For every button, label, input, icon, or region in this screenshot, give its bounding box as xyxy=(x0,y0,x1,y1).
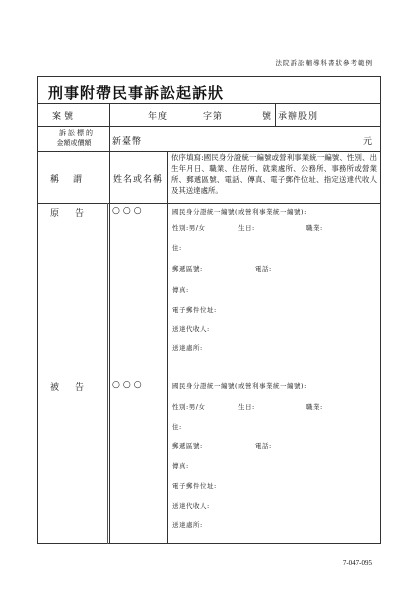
rule-label-col xyxy=(109,103,110,544)
case-hao: 號 xyxy=(262,112,273,122)
case-label: 案號 xyxy=(52,112,77,122)
party-instruction: 依序填寫:國民身分證統一編號或營利事業統一編號、性別、出生年月日、職業、住居所、就業處所、公務所、事務所或營業所、郵遞區號、電話、傳真、電子郵件位址、指定送達代收人及其送達處所。 xyxy=(171,153,377,195)
rule-case-unit xyxy=(275,103,276,126)
plaintiff-email: 電子郵件位址: xyxy=(172,306,217,314)
plaintiff-id-line: 國民身分證統一編號(或營利事業統一編號): xyxy=(172,208,307,216)
plaintiff-gender: 性別:男/女 xyxy=(172,224,206,232)
defendant-postal: 郵遞區號: xyxy=(172,442,203,450)
party-role-label: 稱謂 xyxy=(50,175,97,185)
defendant-birthday: 生日: xyxy=(238,403,255,411)
party-name-label: 姓名或名稱 xyxy=(113,175,164,185)
plaintiff-phone: 電話: xyxy=(255,265,272,273)
defendant-phone: 電話: xyxy=(255,442,272,450)
case-zi: 字第 xyxy=(203,112,224,122)
defendant-occupation: 職業: xyxy=(306,403,323,411)
plaintiff-service: 送達處所: xyxy=(172,344,203,352)
defendant-service: 送達處所: xyxy=(172,521,203,529)
case-unit-label: 承辦股別 xyxy=(278,112,319,122)
defendant-email: 電子郵件位址: xyxy=(172,482,217,490)
defendant-name: ○○○ xyxy=(112,380,145,390)
plaintiff-fax: 傳真: xyxy=(172,286,189,294)
plaintiff-role: 原告 xyxy=(50,209,101,219)
plaintiff-postal: 郵遞區號: xyxy=(172,265,203,273)
plaintiff-address: 住: xyxy=(172,244,182,252)
amount-unit: 元 xyxy=(363,137,374,147)
plaintiff-name: ○○○ xyxy=(112,206,145,216)
footer-code: 7-047-095 xyxy=(342,559,372,567)
plaintiff-birthday: 生日: xyxy=(238,224,255,232)
plaintiff-agent: 送達代收人: xyxy=(172,325,210,333)
plaintiff-occupation: 職業: xyxy=(306,224,323,232)
defendant-gender: 性別:男/女 xyxy=(172,403,206,411)
amount-label-line2: 金額或價額 xyxy=(56,139,92,147)
amount-currency: 新臺幣 xyxy=(112,137,143,147)
amount-label-line1: 訴訟標的 xyxy=(59,129,95,137)
defendant-address: 住: xyxy=(172,423,182,431)
rule-header-bottom xyxy=(37,203,381,204)
rule-name-col xyxy=(167,151,168,544)
defendant-role: 被告 xyxy=(50,383,101,393)
rule-label-col-inner xyxy=(107,203,108,544)
header-text: 法院訴訟輔導科書狀參考範例 xyxy=(275,59,373,67)
defendant-fax: 傳真: xyxy=(172,462,189,470)
defendant-agent: 送達代收人: xyxy=(172,502,210,510)
rule-case-bottom xyxy=(37,126,381,127)
defendant-id-line: 國民身分證統一編號(或營利事業統一編號): xyxy=(172,382,307,390)
form-title: 刑事附帶民事訴訟起訴狀 xyxy=(48,84,225,102)
rule-title-bottom xyxy=(37,103,381,104)
case-year: 年度 xyxy=(148,112,169,122)
